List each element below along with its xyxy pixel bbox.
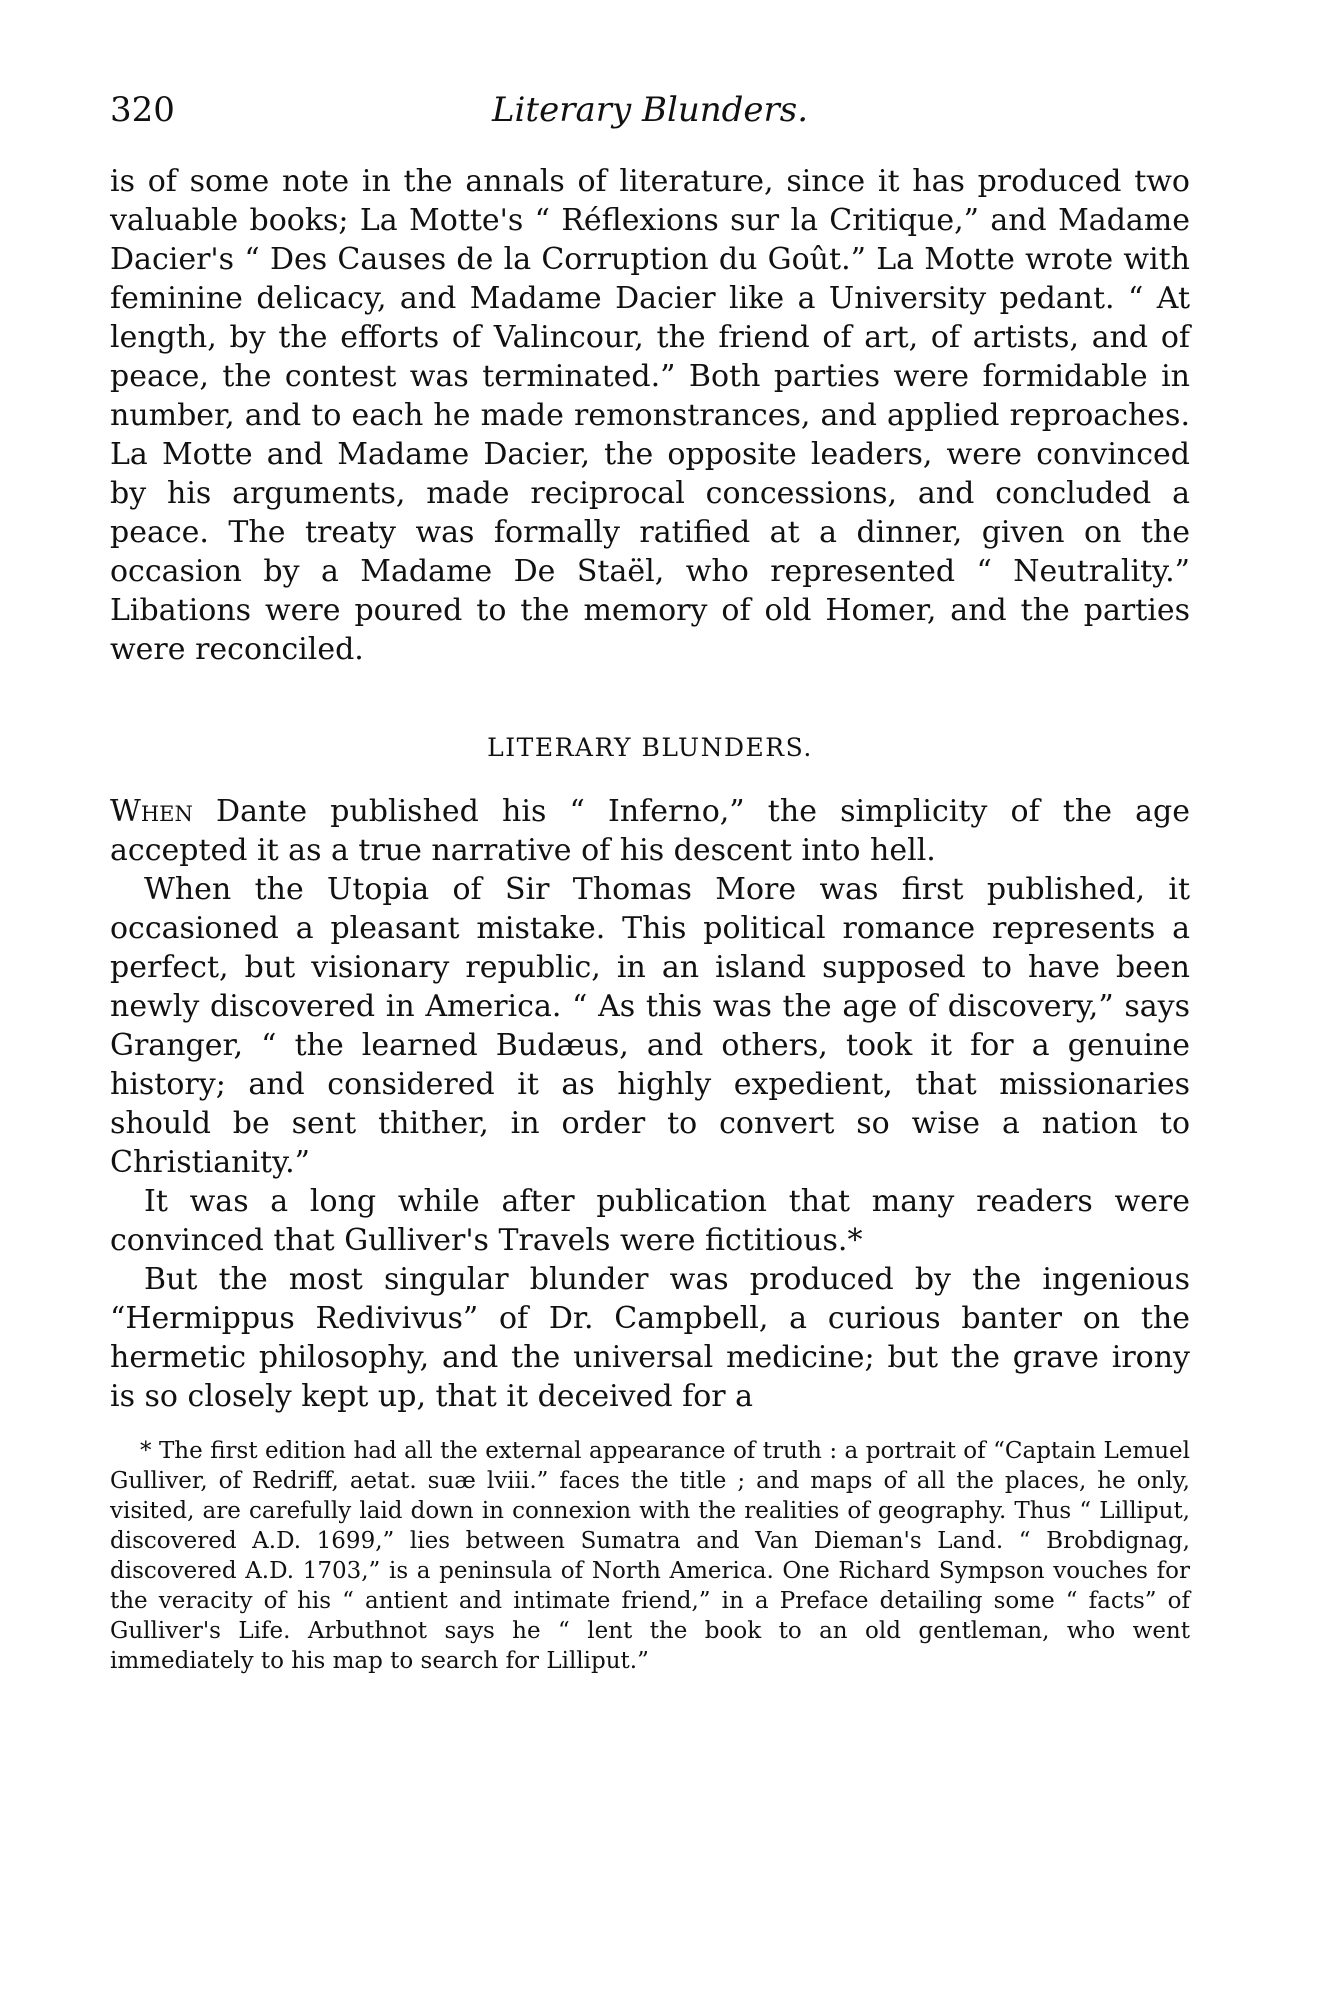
paragraph-gulliver: It was a long while after publication that many readers were convinced that Gulliver's Travels were fictitious.* [110, 1184, 1190, 1258]
continuation-paragraph: is of some note in the annals of literature, since it has produced two valuable books; La Motte's “ Réflexions sur la Critique,” and Madame Dacier's “ Des Causes de la Corruption du Goût.” La Motte wrote with feminine delicacy, and Madame Dacier like a University pedant. “ At length, by the efforts of Valincour, the friend of art, of artists, and of peace, the contest was terminated.” Both parties were formidable in number, and to each he made remonstrances, and applied reproaches. La Motte and Madame Dacier, the opposite leaders, were convinced by his arguments, made reciprocal concessions, and concluded a peace. The treaty was formally ratified at a dinner, given on the occasion by a Madame De Staël, who represented “ Neutrality.” Libations were poured to the memory of old Homer, and the parties were reconciled. [110, 164, 1190, 667]
footnote-text: * The first edition had all the external appearance of truth : a portrait of “Captain Lemuel Gulliver, of Redriff, aetat. suæ lviii.” faces the title ; and maps of all the places, he only, visited, are carefully laid down in connexion with the realities of geography. Thus “ Lilliput, discovered A.D. 1699,” lies between Sumatra and Van Dieman's Land. “ Brobdignag, discovered A.D. 1703,” is a peninsula of North America. One Richard Sympson vouches for the veracity of his “ antient and intimate friend,” in a Preface detailing some “ facts” of Gulliver's Life. Arbuthnot says he “ lent the book to an old gentleman, who went immediately to his map to search for Lilliput.” [110, 1438, 1190, 1674]
drop-word: When [110, 794, 193, 829]
body-text [110, 162, 1190, 1416]
book-page [110, 90, 1190, 1676]
running-title: Literary Blunders. [491, 90, 809, 130]
paragraph-hermippus: But the most singular blunder was produced by the ingenious “Hermippus Redivivus” of Dr. Campbell, a curious banter on the hermetic philosophy, and the universal medicine; but the grave irony is so closely kept up, that it deceived for a [110, 1262, 1190, 1414]
first-paragraph-text: Dante published his “ Inferno,” the simplicity of the age accepted it as a true narrative of his descent into hell. [110, 794, 1190, 868]
footnote [110, 1436, 1190, 1676]
section-title: LITERARY BLUNDERS. [487, 733, 813, 762]
paragraph-utopia: When the Utopia of Sir Thomas More was first published, it occasioned a pleasant mistake. This political romance represents a perfect, but visionary republic, in an island supposed to have been newly discovered in America. “ As this was the age of discovery,” says Granger, “ the learned Budæus, and others, took it for a genuine history; and considered it as highly expedient, that missionaries should be sent thither, in order to convert so wise a nation to Christianity.” [110, 872, 1190, 1180]
section-first-paragraph [110, 792, 1190, 870]
page-number: 320 [110, 90, 175, 130]
running-head [110, 90, 1190, 140]
